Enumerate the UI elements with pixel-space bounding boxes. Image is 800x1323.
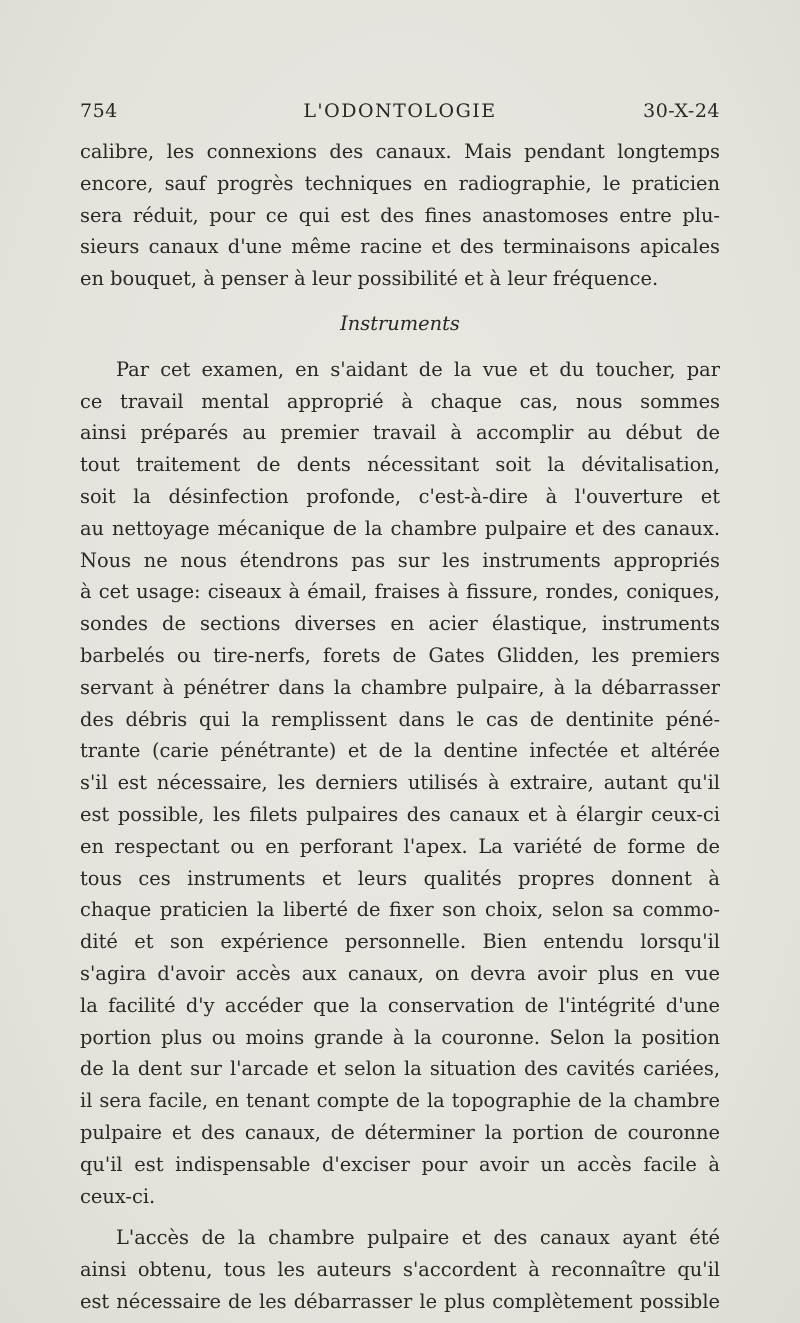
text-line: encore, sauf progrès techniques en radiographie, le praticien [80, 171, 720, 195]
text-line: tout traitement de dents nécessitant soit la dévitalisation, [80, 453, 720, 477]
text-line: en bouquet, à penser à leur possibilité et à leur fréquence. [80, 267, 659, 291]
text-line: au nettoyage mécanique de la chambre pulpaire et des canaux. [80, 516, 720, 540]
text-line: calibre, les connexions des canaux. Mais pendant longtemps [80, 140, 720, 163]
text-line: soit la désinfection profonde, c'est-à-dire à l'ouverture et [80, 484, 720, 508]
text-line: de la dent sur l'arcade et selon la situation des cavités cariées, [80, 1057, 720, 1081]
text-line: chaque praticien la liberté de fixer son choix, selon sa commo- [80, 898, 720, 922]
section-heading: Instruments [340, 311, 460, 335]
page-number: 754 [80, 100, 118, 122]
text-line: est nécessaire de les débarrasser le plus complètement possible [80, 1289, 720, 1313]
text-line: est possible, les filets pulpaires des canaux et à élargir ceux-ci [80, 802, 720, 826]
paragraph-access [80, 1222, 720, 1317]
text-line: trante (carie pénétrante) et de la dentine infectée et altérée [80, 739, 720, 763]
text-line: s'agira d'avoir accès aux canaux, on devra avoir plus en vue [80, 961, 720, 985]
issue-date: 30-X-24 [643, 100, 720, 122]
text-line: s'il est nécessaire, les derniers utilisés à extraire, autant qu'il [80, 771, 720, 795]
text-line: L'accès de la chambre pulpaire et des canaux ayant été [116, 1226, 720, 1250]
paragraph-continued [80, 136, 720, 295]
text-line: pulpaire et des canaux, de déterminer la portion de couronne [80, 1120, 720, 1144]
text-line: qu'il est indispensable d'exciser pour avoir un accès facile à [80, 1152, 720, 1176]
paragraph-instruments [80, 354, 720, 1213]
text-line: Nous ne nous étendrons pas sur les instruments appropriés [80, 548, 720, 572]
text-line: ainsi préparés au premier travail à accomplir au début de [80, 421, 720, 445]
text-line: ainsi obtenu, tous les auteurs s'accordent à reconnaître qu'il [80, 1258, 720, 1282]
text-line: servant à pénétrer dans la chambre pulpaire, à la débarrasser [80, 675, 720, 699]
text-line: des débris qui la remplissent dans le cas de dentinite péné- [80, 707, 720, 731]
text-line: sera réduit, pour ce qui est des fines anastomoses entre plu- [80, 203, 720, 227]
text-line: barbelés ou tire-nerfs, forets de Gates Glidden, les premiers [80, 643, 720, 667]
journal-title: L'ODONTOLOGIE [303, 100, 497, 122]
body-text [80, 136, 720, 1318]
text-line: en respectant ou en perforant l'apex. La variété de forme de [80, 834, 720, 858]
text-line: ce travail mental approprié à chaque cas, nous sommes [80, 389, 720, 413]
text-line: sondes de sections diverses en acier élastique, instruments [80, 612, 720, 636]
text-line: dité et son expérience personnelle. Bien entendu lorsqu'il [80, 930, 720, 954]
text-line: portion plus ou moins grande à la couronne. Selon la position [80, 1025, 720, 1049]
text-line: ceux-ci. [80, 1184, 156, 1208]
text-line: à cet usage: ciseaux à émail, fraises à fissure, rondes, coniques, [80, 580, 720, 604]
text-line: la facilité d'y accéder que la conservation de l'intégrité d'une [80, 993, 720, 1017]
text-line: il sera facile, en tenant compte de la topographie de la chambre [80, 1089, 720, 1113]
text-line: sieurs canaux d'une même racine et des terminaisons apicales [80, 235, 720, 259]
text-line: tous ces instruments et leurs qualités propres donnent à [80, 866, 720, 890]
text-line: Par cet examen, en s'aidant de la vue et du toucher, par [116, 357, 720, 381]
running-header [80, 100, 720, 130]
